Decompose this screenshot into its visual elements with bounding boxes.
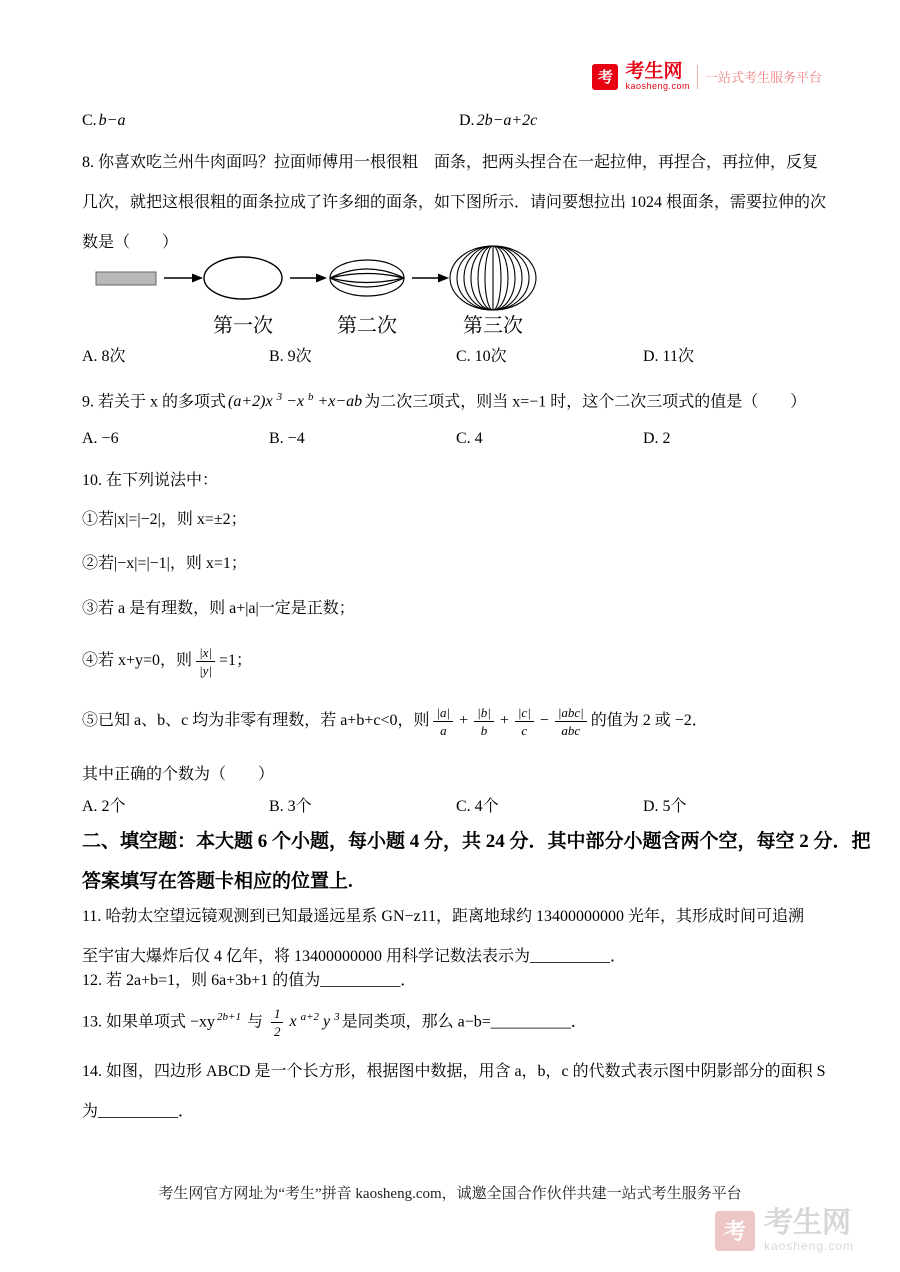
question-13-text: 13. 如果单项式 −xy $^{2b+1}$ 与 $\frac{1}{2}$ x $^{a+2}$ y $^3$ 是同类项，那么 a−b=__________． (82, 1006, 587, 1040)
watermark-text (764, 1208, 854, 1253)
noodle-loop-1 (204, 257, 282, 299)
diagram-label-1: 第一次 (213, 315, 273, 337)
brand-tagline: 一站式考生服务平台 (704, 70, 822, 86)
kaosheng-logo-icon: 考 (592, 64, 618, 90)
question-10-options (82, 792, 845, 822)
question-11-text (82, 897, 845, 977)
q14-line-2: 为__________． (82, 1103, 195, 1120)
noodle-ball-3 (450, 246, 536, 310)
option: D. 2 (643, 430, 671, 447)
option: D. 2b−a+2c (459, 112, 538, 129)
fraction: $\frac{|a|}{a}$ (433, 704, 453, 739)
option: C. 10次 (456, 348, 507, 365)
q8-line-3: 数是（ ） (82, 234, 179, 251)
section-2-line-2: 答案填写在答题卡相应的位置上. (82, 871, 353, 892)
kaosheng-logo-icon: 考 (715, 1211, 755, 1251)
option: A. 2个 (82, 798, 126, 815)
question-10-title: 10. 在下列说法中： (82, 472, 219, 489)
q10-statement-2: ②若|−x|=|−1|，则 x=1； (82, 555, 247, 572)
question-12-text: 12. 若 2a+b=1，则 6a+3b+1 的值为__________． (82, 972, 417, 989)
fraction: $\frac{|b|}{b}$ (474, 704, 494, 739)
fraction: $\frac{\text{|abc|}}{\text{abc}}$ (555, 704, 587, 739)
footer-text: 考生网官方网址为“考生”拼音 kaosheng.com，诚邀全国合作伙伴共建一站式考生服务平台 (158, 1186, 742, 1202)
brand-name: 考生网 (625, 61, 683, 82)
noodle-diagram (95, 240, 545, 338)
option: C. b−a (82, 112, 126, 129)
fraction: $\frac{|c|}{c}$ (515, 704, 534, 739)
option: D. 5个 (643, 798, 687, 815)
q10-statement-3: ③若 a 是有理数，则 a+|a|一定是正数； (82, 600, 355, 617)
site-header-logo (592, 62, 822, 91)
question-9-options (82, 424, 845, 454)
section-2-line-1: 二、填空题：本大题 6 个小题，每小题 4 分，共 24 分．其中部分小题含两个空，每空 2 分．把 (82, 831, 871, 852)
question-14-text (82, 1052, 845, 1132)
q8-line-2: 几次，就把这根很粗的面条拉成了许多细的面条，如下图所示．请问要想拉出 1024 根面条，需要拉伸的次 (82, 194, 827, 211)
option: D. 11次 (643, 348, 694, 365)
section-2-heading (82, 822, 871, 902)
arrow-2-head (316, 274, 327, 283)
q11-line-1: 11. 哈勃太空望远镜观测到已知最遥远星系 GN−z11，距离地球约 13400000000 光年，其形成时间可追溯 (82, 908, 805, 925)
option: C. 4个 (456, 798, 499, 815)
dough-bar (96, 272, 156, 285)
q10-statement-1: ①若|x|=|−2|，则 x=±2； (82, 511, 247, 528)
option: B. 3个 (269, 798, 312, 815)
option: B. 9次 (269, 348, 312, 365)
brand-block (625, 62, 690, 91)
arrow-3-head (438, 274, 449, 283)
diagram-label-2: 第二次 (337, 315, 397, 337)
logo-divider (697, 65, 698, 89)
option: A. 8次 (82, 348, 126, 365)
arrow-1-head (192, 274, 203, 283)
watermark-domain: kaosheng.com (763, 1238, 854, 1253)
diagram-label-3: 第三次 (463, 315, 523, 337)
option: C. 4 (456, 430, 483, 447)
option: A. −6 (82, 430, 119, 447)
q10-tail: 其中正确的个数为（ ） (82, 766, 275, 783)
noodle-loop-2 (330, 260, 404, 296)
q10-statement-5: ⑤已知 a、b、c 均为非零有理数，若 a+b+c<0，则 $\frac{|a|}{a}$ + $\frac{|b|}{b}$ + $\frac{|c|}{c}$ − $\frac{\text{|abc|}}{\text{abc}}$ 的值为 2 或 −2． (82, 705, 708, 738)
watermark-brand: 考生网 (763, 1207, 851, 1239)
question-8-options (82, 342, 845, 372)
options-row-cd (82, 106, 845, 136)
q11-line-2: 至宇宙大爆炸后仅 4 亿年，将 13400000000 用科学记数法表示为__________． (82, 948, 627, 965)
fraction: $\frac{1}{2}$ (271, 1005, 284, 1040)
brand-domain: kaosheng.com (625, 80, 690, 91)
question-9-text: 9. 若关于 x 的多项式 (a+2)x $^3$ −x $^b$ +x−ab 为二次三项式，则当 x=−1 时，这个二次三项式的值是（ ） (82, 391, 807, 411)
q10-statement-4: ④若 x+y=0，则 $\frac{|x|}{|y|}$ =1； (82, 645, 253, 678)
fraction: $\frac{|x|}{|y|}$ (196, 644, 215, 679)
watermark-logo (715, 1208, 854, 1253)
q14-line-1: 14. 如图，四边形 ABCD 是一个长方形，根据图中数据，用含 a，b，c 的代数式表示图中阴影部分的面积 S (82, 1063, 826, 1080)
option: B. −4 (269, 430, 305, 447)
q8-line-1: 8. 你喜欢吃兰州牛肉面吗？拉面师傅用一根很粗 面条，把两头捏合在一起拉伸，再捏合，再拉伸，反复 (82, 154, 819, 171)
